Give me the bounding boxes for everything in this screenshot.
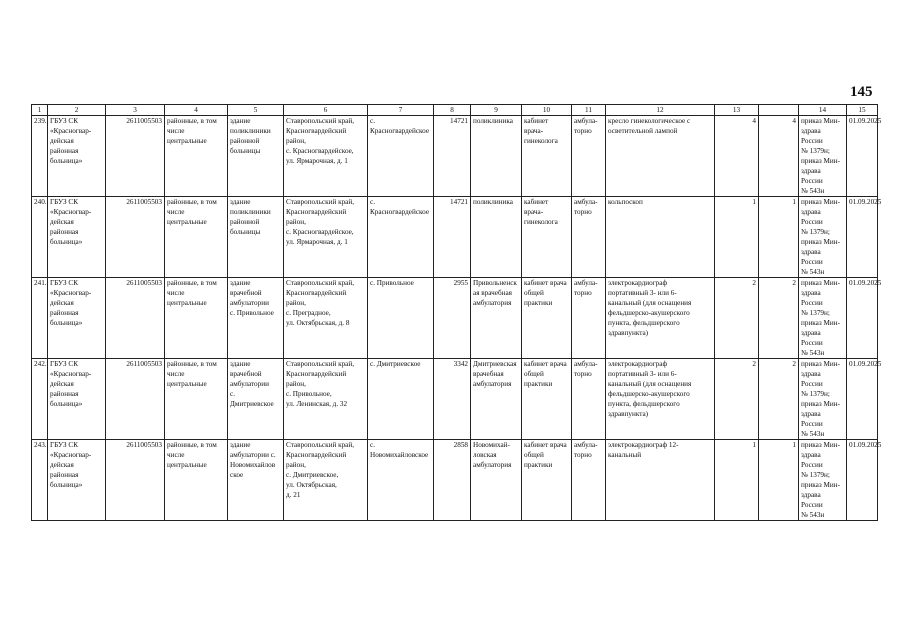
table-row <box>32 278 878 359</box>
column-number: 2 <box>48 105 106 116</box>
population: 14721 <box>434 197 471 278</box>
room-name: кабинет врача общей практики <box>522 278 572 359</box>
inn-code: 2611005503 <box>106 440 165 521</box>
equipment-name: электрокардиограф портативный 3- или 6- канальный (для оснащения фельдшерско-акушерского пункта, фельдшерского здравпункта) <box>606 278 715 359</box>
legal-basis: приказ Мин- здрава России № 1379н; приказ Мин- здрава России № 543н <box>799 278 847 359</box>
unit-name: Новомихай- ловская амбулатория <box>471 440 522 521</box>
organization-name: ГБУЗ СК «Красногвар- дейская районная больница» <box>48 116 106 197</box>
table-row <box>32 197 878 278</box>
address: Ставропольский край, Красногвардейский район, с. Красногвардейское, ул. Ярмарочная, д. 1 <box>284 197 368 278</box>
organization-name: ГБУЗ СК «Красногвар- дейская районная больница» <box>48 440 106 521</box>
legal-basis: приказ Мин- здрава России № 1379н; приказ Мин- здрава России № 543н <box>799 359 847 440</box>
quantity-total: 2 <box>759 278 799 359</box>
column-number: 7 <box>368 105 434 116</box>
equipment-name: электрокардиограф 12- канальный <box>606 440 715 521</box>
care-condition: амбула- торно <box>572 116 606 197</box>
building-name: здание врачебной амбулатории с. Привольное <box>228 278 284 359</box>
inn-code: 2611005503 <box>106 278 165 359</box>
column-number: 12 <box>606 105 715 116</box>
inn-code: 2611005503 <box>106 359 165 440</box>
due-date: 01.09.2025 <box>847 197 878 278</box>
quantity-total: 2 <box>759 359 799 440</box>
population: 2955 <box>434 278 471 359</box>
care-condition: амбула- торно <box>572 197 606 278</box>
population: 14721 <box>434 116 471 197</box>
facility-type: районные, в том числе центральные <box>165 278 228 359</box>
room-name: кабинет врача общей практики <box>522 440 572 521</box>
facility-type: районные, в том числе центральные <box>165 440 228 521</box>
quantity-planned: 1 <box>715 197 759 278</box>
column-number: 5 <box>228 105 284 116</box>
population: 2858 <box>434 440 471 521</box>
unit-name: поликлиника <box>471 197 522 278</box>
row-index: 241. <box>32 278 48 359</box>
table-row <box>32 359 878 440</box>
legal-basis: приказ Мин- здрава России № 1379н; приказ Мин- здрава России № 543н <box>799 197 847 278</box>
quantity-planned: 2 <box>715 359 759 440</box>
population: 3342 <box>434 359 471 440</box>
facility-type: районные, в том числе центральные <box>165 197 228 278</box>
table-row <box>32 440 878 521</box>
quantity-planned: 2 <box>715 278 759 359</box>
facility-type: районные, в том числе центральные <box>165 359 228 440</box>
column-number: 6 <box>284 105 368 116</box>
column-number: 10 <box>522 105 572 116</box>
settlement: с. Новомихайловское <box>368 440 434 521</box>
column-number: 8 <box>434 105 471 116</box>
due-date: 01.09.2025 <box>847 359 878 440</box>
due-date: 01.09.2025 <box>847 440 878 521</box>
building-name: здание поликлиники районной больницы <box>228 197 284 278</box>
row-index: 242. <box>32 359 48 440</box>
table-row <box>32 116 878 197</box>
column-number-row <box>32 105 878 116</box>
facility-type: районные, в том числе центральные <box>165 116 228 197</box>
building-name: здание амбулатории с. Новомихайлов ское <box>228 440 284 521</box>
quantity-total: 1 <box>759 440 799 521</box>
row-index: 240. <box>32 197 48 278</box>
settlement: с. Красногвардейское <box>368 116 434 197</box>
organization-name: ГБУЗ СК «Красногвар- дейская районная больница» <box>48 359 106 440</box>
building-name: здание врачебной амбулатории с. Дмитриевское <box>228 359 284 440</box>
settlement: с. Дмитриевское <box>368 359 434 440</box>
column-number: 13 <box>715 105 759 116</box>
column-number: 9 <box>471 105 522 116</box>
registry-table <box>31 104 882 521</box>
room-name: кабинет врача- гинеколога <box>522 197 572 278</box>
column-number: 14 <box>799 105 847 116</box>
row-index: 243. <box>32 440 48 521</box>
quantity-planned: 1 <box>715 440 759 521</box>
due-date: 01.09.2025 <box>847 116 878 197</box>
column-number: 11 <box>572 105 606 116</box>
care-condition: амбула- торно <box>572 278 606 359</box>
column-number <box>759 105 799 116</box>
unit-name: Привольненск ая врачебная амбулатория <box>471 278 522 359</box>
address: Ставропольский край, Красногвардейский район, с. Красногвардейское, ул. Ярмарочная, д. 1 <box>284 116 368 197</box>
equipment-name: кресло гинекологическое с осветительной лампой <box>606 116 715 197</box>
due-date: 01.09.2025 <box>847 278 878 359</box>
settlement: с. Красногвардейское <box>368 197 434 278</box>
care-condition: амбула- торно <box>572 359 606 440</box>
column-number: 4 <box>165 105 228 116</box>
room-name: кабинет врача общей практики <box>522 359 572 440</box>
column-number: 1 <box>32 105 48 116</box>
settlement: с. Привольное <box>368 278 434 359</box>
column-number: 3 <box>106 105 165 116</box>
unit-name: Дмитриевская врачебная амбулатория <box>471 359 522 440</box>
legal-basis: приказ Мин- здрава России № 1379н; приказ Мин- здрава России № 543н <box>799 440 847 521</box>
organization-name: ГБУЗ СК «Красногвар- дейская районная больница» <box>48 278 106 359</box>
quantity-total: 1 <box>759 197 799 278</box>
equipment-name: кольпоскоп <box>606 197 715 278</box>
quantity-planned: 4 <box>715 116 759 197</box>
page-number: 145 <box>850 84 873 100</box>
address: Ставропольский край, Красногвардейский район, с. Дмитриевское, ул. Октябрьская, д. 21 <box>284 440 368 521</box>
column-number: 15 <box>847 105 878 116</box>
row-index: 239. <box>32 116 48 197</box>
legal-basis: приказ Мин- здрава России № 1379н; приказ Мин- здрава России № 543н <box>799 116 847 197</box>
organization-name: ГБУЗ СК «Красногвар- дейская районная больница» <box>48 197 106 278</box>
equipment-name: электрокардиограф портативный 3- или 6- канальный (для оснащения фельдшерско-акушерского пункта, фельдшерского здравпункта) <box>606 359 715 440</box>
room-name: кабинет врача- гинеколога <box>522 116 572 197</box>
inn-code: 2611005503 <box>106 116 165 197</box>
address: Ставропольский край, Красногвардейский район, с. Привольное, ул. Ленинская, д. 32 <box>284 359 368 440</box>
inn-code: 2611005503 <box>106 197 165 278</box>
care-condition: амбула- торно <box>572 440 606 521</box>
unit-name: поликлиника <box>471 116 522 197</box>
building-name: здание поликлиники районной больницы <box>228 116 284 197</box>
address: Ставропольский край, Красногвардейский район, с. Преградное, ул. Октябрьская, д. 8 <box>284 278 368 359</box>
quantity-total: 4 <box>759 116 799 197</box>
